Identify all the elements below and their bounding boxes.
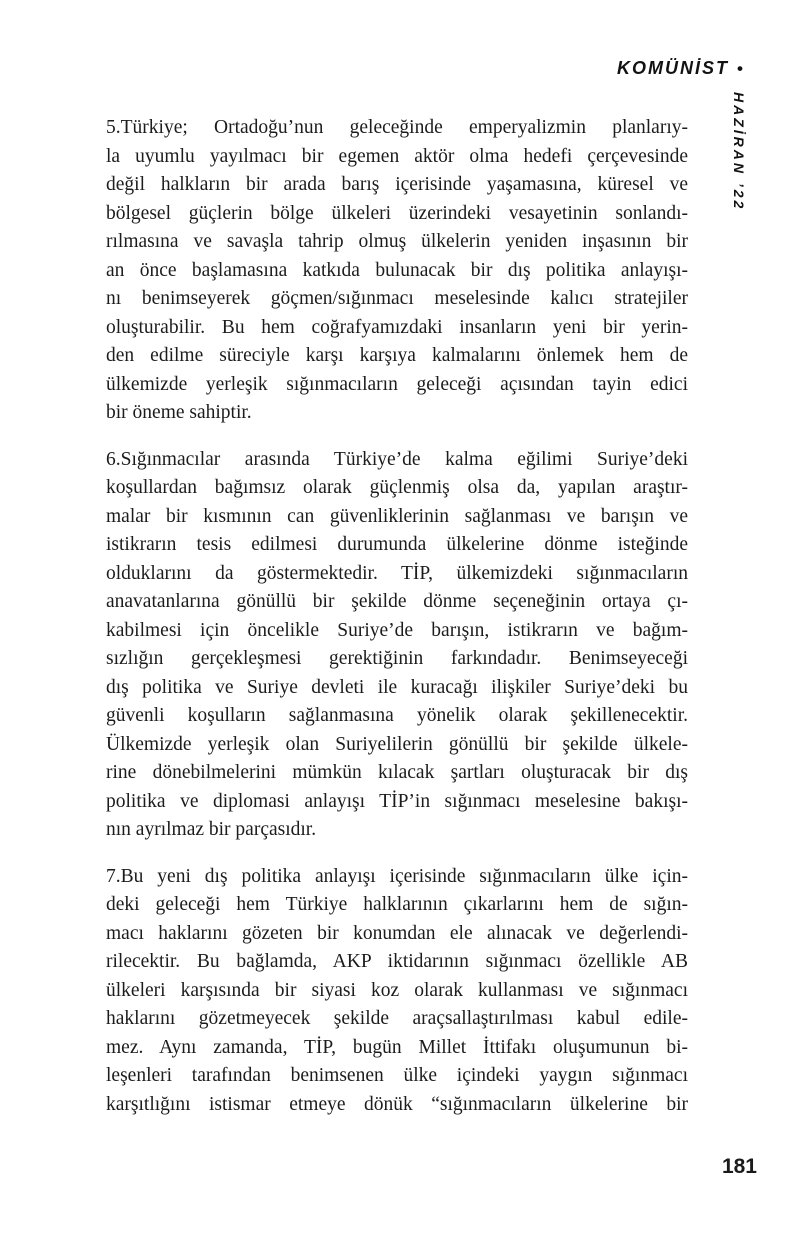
text-line: koşullardan bağımsız olarak güçlenmiş olsa da, yapılan araştır- <box>106 477 688 498</box>
text-line: oluşturabilir. Bu hem coğrafyamızdaki insanların yeni bir yerin- <box>106 316 688 338</box>
text-line: den edilme süreciyle karşı karşıya kalmalarını önlemek hem de <box>106 345 688 366</box>
text-line: an önce başlamasına katkıda bulunacak bir dış politika anlayışı- <box>106 259 688 281</box>
text-line: rılmasına ve savaşla tahrip olmuş ülkelerin yeniden inşasının bir <box>106 231 688 252</box>
text-line: rilecektir. Bu bağlamda, AKP iktidarının sığınmacı özellikle AB <box>106 951 688 972</box>
text-line: Ülkemizde yerleşik olan Suriyelilerin gönüllü bir şekilde ülkele- <box>106 733 688 755</box>
text-line: güvenli koşulların sağlanmasına yönelik olarak şekillenecektir. <box>106 705 688 726</box>
text-line: istikrarın tesis edilmesi durumunda ülkelerine dönme isteğinde <box>106 534 688 555</box>
text-line: ülkeleri karşısında bir siyasi koz olarak kullanması ve sığınmacı <box>106 979 688 1001</box>
text-line: sızlığın gerçekleşmesi gerektiğinin farkındadır. Benimseyeceği <box>106 648 688 669</box>
paragraph-5 <box>106 114 688 428</box>
text-line: leşenleri tarafından benimsenen ülke içindeki yaygın sığınmacı <box>106 1065 688 1086</box>
header-bullet-icon: • <box>737 59 743 78</box>
running-header <box>617 58 743 79</box>
text-line: deki geleceği hem Türkiye halklarının çıkarlarını hem de sığın- <box>106 894 688 915</box>
text-line: anavatanlarına gönüllü bir şekilde dönme seçeneğinin ortaya çı- <box>106 591 688 612</box>
journal-title: KOMÜNİST <box>617 58 730 78</box>
text-line: olduklarını da göstermektedir. TİP, ülkemizdeki sığınmacıların <box>106 562 688 584</box>
text-line: mez. Aynı zamanda, TİP, bugün Millet İttifakı oluşumunun bi- <box>106 1036 688 1058</box>
text-line: nın ayrılmaz bir parçasıdır. <box>106 819 317 840</box>
text-line: değil halkların bir arada barış içerisinde yaşamasına, küresel ve <box>106 174 688 195</box>
text-line: bir öneme sahiptir. <box>106 402 252 423</box>
paragraph-6 <box>106 446 688 845</box>
body-text-column <box>106 114 688 1137</box>
text-line: rine dönebilmelerini mümkün kılacak şartları oluşturacak bir dış <box>106 762 688 783</box>
text-line: politika ve diplomasi anlayışı TİP’in sığınmacı meselesine bakışı- <box>106 790 688 812</box>
issue-date-vertical-label: HAZİRAN ’22 <box>731 92 747 212</box>
page-number: 181 <box>721 1155 757 1178</box>
text-line: malar bir kısmının can güvenliklerinin sağlanması ve barışın ve <box>106 505 688 527</box>
text-line: 7.Bu yeni dış politika anlayışı içerisinde sığınmacıların ülke için- <box>106 865 688 887</box>
text-line: nı benimseyerek göçmen/sığınmacı meselesinde kalıcı stratejiler <box>106 288 688 309</box>
text-line: macı haklarını gözeten bir konumdan ele alınacak ve değerlendi- <box>106 922 688 944</box>
text-line: 5.Türkiye; Ortadoğu’nun geleceğinde emperyalizmin planlarıy- <box>106 117 688 138</box>
text-line: kabilmesi için öncelikle Suriye’de barışın, istikrarın ve bağım- <box>106 619 688 641</box>
text-line: ülkemizde yerleşik sığınmacıların geleceği açısından tayin edici <box>106 373 688 395</box>
paragraph-7 <box>106 863 688 1120</box>
text-line: haklarını gözetmeyecek şekilde araçsallaştırılması kabul edile- <box>106 1008 688 1029</box>
text-line: 6.Sığınmacılar arasında Türkiye’de kalma eğilimi Suriye’deki <box>106 448 688 470</box>
text-line: dış politika ve Suriye devleti ile kuracağı ilişkiler Suriye’deki bu <box>106 676 688 698</box>
text-line: la uyumlu yayılmacı bir egemen aktör olma hedefi çerçevesinde <box>106 145 688 167</box>
text-line: karşıtlığını istismar etmeye dönük “sığınmacıların ülkelerine bir <box>106 1093 688 1115</box>
text-line: bölgesel güçlerin bölge ülkeleri üzerindeki vesayetinin sonlandı- <box>106 202 688 224</box>
